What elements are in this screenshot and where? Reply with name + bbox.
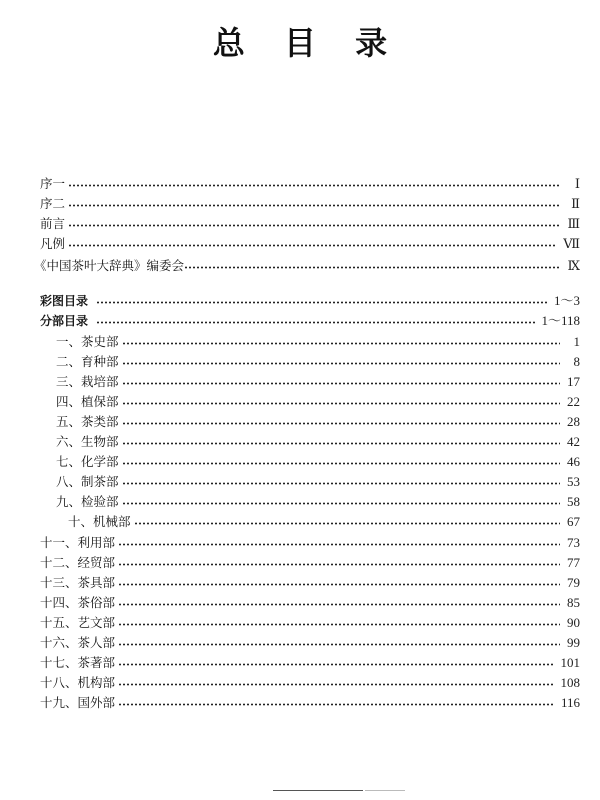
toc-entry-part[interactable] — [40, 593, 580, 613]
dot-leader — [68, 184, 560, 187]
page-number: 17 — [567, 374, 580, 389]
dot-leader — [122, 342, 560, 345]
dot-leader — [118, 683, 554, 686]
entry-label: 《中国茶叶大辞典》编委会 — [34, 258, 185, 273]
entry-label: 分部目录 — [40, 314, 89, 328]
dot-leader — [118, 603, 560, 606]
dot-leader — [122, 502, 560, 505]
dot-leader — [96, 301, 548, 304]
toc-entry-part[interactable] — [40, 613, 580, 633]
page-number: 67 — [567, 514, 580, 529]
scan-artifact-rule — [365, 790, 405, 791]
dot-leader — [118, 563, 560, 566]
toc-entry-part[interactable] — [40, 653, 580, 673]
entry-label: 十二、经贸部 — [40, 555, 116, 570]
dot-leader — [122, 402, 560, 405]
entry-label: 十八、机构部 — [40, 675, 116, 690]
toc-entry-part[interactable] — [40, 673, 580, 693]
toc-entry-part[interactable] — [40, 392, 580, 412]
page-number: 42 — [567, 434, 580, 449]
page-number: 1～118 — [541, 313, 580, 328]
toc-entry-part[interactable] — [40, 553, 580, 573]
page-number: 1 — [573, 334, 580, 349]
page-number: 58 — [567, 494, 580, 509]
toc-entry-part[interactable] — [40, 693, 580, 713]
entry-label: 凡例 — [40, 236, 66, 251]
toc-entry-part[interactable] — [40, 533, 580, 553]
entry-label: 十七、茶著部 — [40, 655, 116, 670]
page-number: 46 — [567, 454, 580, 469]
page-number: 28 — [567, 414, 580, 429]
toc-entry-part[interactable] — [40, 332, 580, 352]
toc-entry-part[interactable] — [40, 633, 580, 653]
page-number: Ⅲ — [567, 216, 580, 231]
entry-label: 前言 — [40, 216, 66, 231]
dot-leader — [118, 583, 560, 586]
toc-entry-foreword[interactable] — [40, 214, 580, 234]
dot-leader — [122, 362, 560, 365]
page-number: 22 — [567, 394, 580, 409]
entry-label: 二、育种部 — [56, 354, 119, 369]
page-number: 116 — [560, 695, 580, 710]
page-number: 108 — [560, 675, 580, 690]
page-number: Ⅰ — [574, 176, 580, 191]
entry-label: 十三、茶具部 — [40, 575, 116, 590]
page-number: 99 — [567, 635, 580, 650]
page-number: 1～3 — [553, 293, 580, 308]
toc-entry-part-index[interactable] — [40, 311, 580, 331]
entry-label: 序一 — [40, 176, 66, 191]
toc-entry-part[interactable] — [40, 512, 580, 532]
dot-leader — [96, 321, 535, 324]
dot-leader — [122, 382, 560, 385]
dot-leader — [134, 522, 560, 525]
toc-entry-part[interactable] — [40, 372, 580, 392]
toc-entry-preface-1[interactable] — [40, 174, 580, 194]
page-number: 73 — [567, 535, 580, 550]
toc-entry-part[interactable] — [40, 452, 580, 472]
page-number: 8 — [573, 354, 580, 369]
toc-entry-part[interactable] — [40, 573, 580, 593]
toc-entry-editorial-board[interactable] — [34, 256, 580, 276]
dot-leader — [184, 266, 560, 269]
entry-label: 序二 — [40, 196, 66, 211]
toc-entry-part[interactable] — [40, 432, 580, 452]
toc-entry-preface-2[interactable] — [40, 194, 580, 214]
entry-label: 十一、利用部 — [40, 535, 116, 550]
page-number: 85 — [567, 595, 580, 610]
dot-leader — [118, 643, 560, 646]
page-title: 总 目 录 — [212, 24, 402, 62]
page-number: Ⅱ — [571, 196, 580, 211]
dot-leader — [118, 543, 560, 546]
toc-entry-part[interactable] — [40, 352, 580, 372]
entry-label: 十、机械部 — [68, 514, 131, 529]
scan-artifact-rule — [273, 790, 363, 791]
dot-leader — [68, 204, 560, 207]
toc-entry-part[interactable] — [40, 472, 580, 492]
entry-label: 五、茶类部 — [56, 414, 119, 429]
page-number: 79 — [567, 575, 580, 590]
entry-label: 十九、国外部 — [40, 695, 116, 710]
toc-entry-part[interactable] — [40, 492, 580, 512]
toc-entry-part[interactable] — [40, 412, 580, 432]
page-number: 53 — [567, 474, 580, 489]
dot-leader — [68, 244, 557, 247]
entry-label: 三、栽培部 — [56, 374, 119, 389]
entry-label: 十四、茶俗部 — [40, 595, 116, 610]
entry-label: 一、茶史部 — [56, 334, 119, 349]
entry-label: 九、检验部 — [56, 494, 119, 509]
entry-label: 六、生物部 — [56, 434, 119, 449]
entry-label: 彩图目录 — [40, 294, 89, 308]
dot-leader — [68, 224, 560, 227]
dot-leader — [122, 482, 560, 485]
dot-leader — [122, 442, 560, 445]
entry-label: 七、化学部 — [56, 454, 119, 469]
entry-label: 十五、艺文部 — [40, 615, 116, 630]
entry-label: 八、制茶部 — [56, 474, 119, 489]
entry-label: 十六、茶人部 — [40, 635, 116, 650]
page-number: 77 — [567, 555, 580, 570]
toc-entry-color-plates[interactable] — [40, 291, 580, 311]
page-number: Ⅶ — [563, 236, 580, 251]
dot-leader — [122, 462, 560, 465]
entry-label: 四、植保部 — [56, 394, 119, 409]
dot-leader — [118, 663, 554, 666]
page-number: Ⅸ — [567, 258, 580, 273]
page-number: 90 — [567, 615, 580, 630]
dot-leader — [122, 422, 560, 425]
toc-entry-guide[interactable] — [40, 234, 580, 254]
dot-leader — [118, 703, 555, 706]
page-number: 101 — [560, 655, 580, 670]
dot-leader — [118, 623, 560, 626]
